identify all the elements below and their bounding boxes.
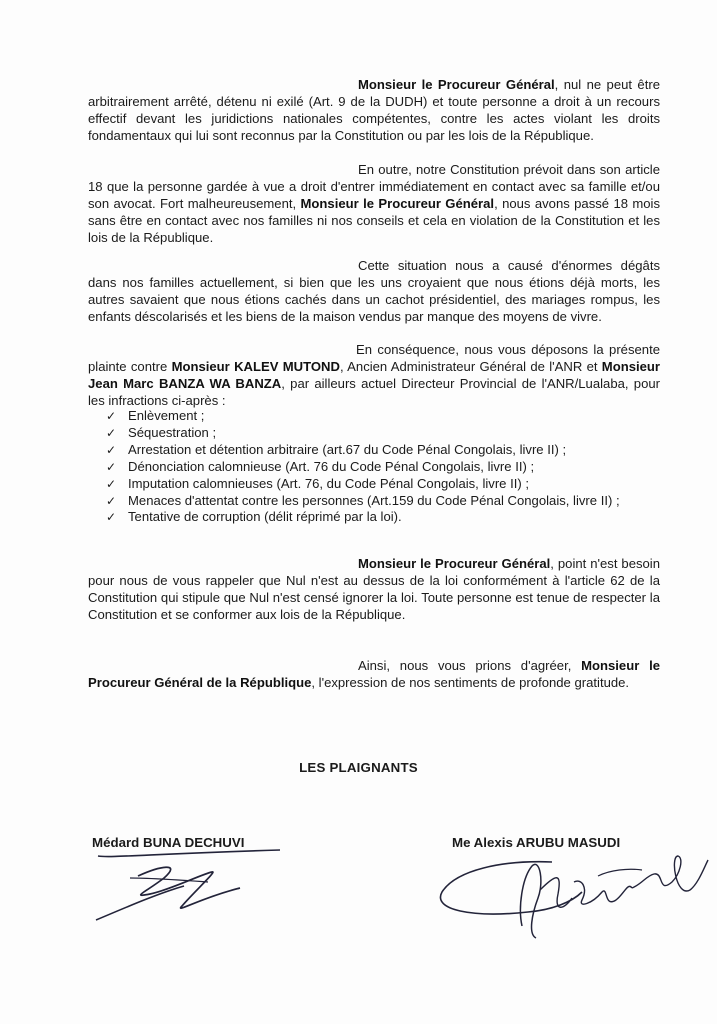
checkmark-icon: ✓: [106, 493, 117, 508]
list-item: ✓ Menaces d'attentat contre les personnes (Art.159 du Code Pénal Congolais, livre II) ;: [106, 492, 620, 508]
accused-2: Monsieur Jean Marc BANZA WA BANZA: [88, 358, 660, 391]
addressee-full: Monsieur le Procureur Général de la République: [88, 658, 660, 690]
addressee: Monsieur le Procureur Général: [358, 556, 551, 571]
checkmark-icon: ✓: [106, 476, 117, 491]
signatory-left-name: Médard BUNA DECHUVI: [92, 835, 245, 850]
list-item: ✓ Arrestation et détention arbitraire (art.67 du Code Pénal Congolais, livre II) ;: [106, 441, 567, 457]
signature-left: [90, 848, 300, 928]
list-item: ✓ Dénonciation calomnieuse (Art. 76 du Code Pénal Congolais, livre II) ;: [106, 458, 535, 474]
checkmark-icon: ✓: [106, 425, 117, 440]
paragraph-constitution-article-18: En outre, notre Constitution prévoit dans son article 18 que la personne gardée à vue a droit d'entrer immédiatement en contact avec sa famille et/ou son avocat. Fort malheureusement, Monsieur le Procureur Général, nous avons passé 18 mois sans être en contact avec nos familles ni nos conseils et cela en violation de la Constitution et les lois de la République.: [88, 162, 661, 245]
list-item: ✓ Tentative de corruption (délit réprimé par la loi).: [106, 509, 402, 525]
paragraph-rule-of-law: Monsieur le Procureur Général, point n'est besoin pour nous de vous rappeler que Nul n'est au dessus de la loi conformément à l'article 62 de la Constitution qui stipule que Nul n'est censé ignorer la loi. Toute personne est tenue de respecter la Constitution et se conformer aux lois de la République.: [88, 556, 660, 622]
list-item: ✓ Imputation calomnieuses (Art. 76, du Code Pénal Congolais, livre II) ;: [106, 475, 530, 491]
checkmark-icon: ✓: [106, 459, 117, 474]
paragraph-complaint: En conséquence, nous vous déposons la présente plainte contre Monsieur KALEV MUTOND, Ancien Administrateur Général de l'ANR et Monsieur Jean Marc BANZA WA BANZA, par ailleurs actuel Directeur Provincial de l'ANR/Lualaba, pour les infractions ci-après :: [88, 342, 660, 408]
signature-right: [432, 838, 714, 948]
checkmark-icon: ✓: [106, 409, 117, 423]
infractions-list: [106, 408, 662, 526]
signatory-right-name: Me Alexis ARUBU MASUDI: [452, 835, 621, 850]
addressee: Monsieur le Procureur Général: [300, 195, 495, 211]
paragraph-arbitrary-arrest: Monsieur le Procureur Général, nul ne peut être arbitrairement arrêté, détenu ni exilé (Art. 9 de la DUDH) et toute personne a droit à un recours effectif devant les juridictions nationales compétentes, contre les actes violant les droits fondamentaux qui lui sont reconnus par la Constitution ou par les lois de la République.: [88, 77, 660, 143]
signatories-heading: LES PLAIGNANTS: [299, 760, 418, 775]
paragraph-damages: Cette situation nous a causé d'énormes dégâts dans nos familles actuellement, si bien que les uns croyaient que nous étions déjà morts, les autres savaient que nous étions cachés dans un cachot présidentiel, des mariages rompus, les enfants déscolarisés et les biens de la maison vendus par manque des moyens de vivre.: [88, 258, 660, 324]
accused-1: Monsieur KALEV MUTOND: [171, 358, 340, 374]
list-item: ✓ Enlèvement ;: [106, 408, 205, 423]
addressee: Monsieur le Procureur Général: [358, 77, 555, 92]
checkmark-icon: ✓: [106, 510, 117, 525]
paragraph-closing: Ainsi, nous vous prions d'agréer, Monsieur le Procureur Général de la République, l'expression de nos sentiments de profonde gratitude.: [88, 658, 660, 690]
checkmark-icon: ✓: [106, 442, 117, 457]
list-item: ✓ Séquestration ;: [106, 424, 217, 440]
